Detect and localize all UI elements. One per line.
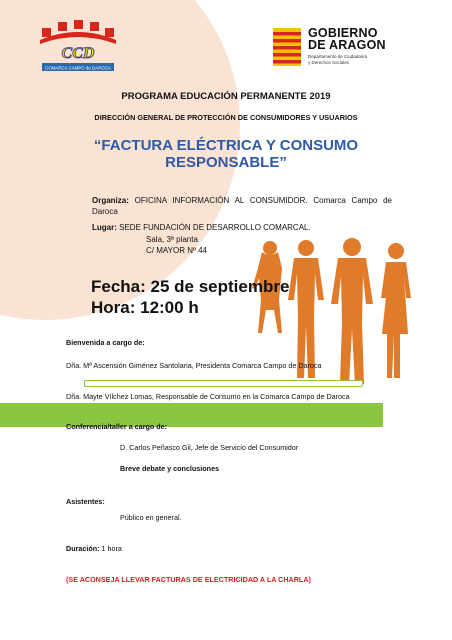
duracion-block — [66, 544, 122, 554]
hora-text: Hora: 12:00 h — [91, 298, 199, 317]
event-title — [60, 137, 392, 171]
decorative-green-band — [0, 403, 383, 427]
gov-line1: GOBIERNO — [308, 26, 378, 40]
fecha-hora-block — [91, 276, 289, 318]
bienvenida-label: Bienvenida a cargo de: — [66, 338, 145, 347]
ccd-logo — [38, 18, 118, 76]
conferencia-label: Conferencia/taller a cargo de: — [66, 422, 168, 431]
lugar-label: Lugar: — [92, 223, 117, 232]
gobierno-aragon-logo — [272, 27, 422, 71]
asistentes-label: Asistentes: — [66, 497, 105, 506]
title-line2: RESPONSABLE” — [165, 154, 287, 171]
duracion-label: Duración: — [66, 544, 100, 553]
lugar-line2: Sala, 3ª planta — [146, 235, 198, 244]
asistentes-text: Público en general. — [120, 513, 182, 522]
gov-sub2: y Derechos Sociales — [308, 59, 350, 65]
lugar-block — [92, 222, 392, 233]
organiza-label: Organiza: — [92, 196, 129, 205]
direccion-heading: DIRECCIÓN GENERAL DE PROTECCIÓN DE CONSUMIDORES Y USUARIOS — [94, 113, 358, 122]
decorative-green-line — [84, 380, 363, 387]
title-line1: “FACTURA ELÉCTRICA Y CONSUMO — [93, 137, 359, 154]
duracion-text: 1 hora — [101, 544, 122, 553]
aviso-text: (SE ACONSEJA LLEVAR FACTURAS DE ELECTRICIDAD A LA CHARLA) — [66, 575, 311, 584]
lugar-address — [146, 234, 207, 256]
conferencia-speaker: D. Carlos Peñasco Gil, Jefe de Servicio del Consumidor — [120, 443, 299, 452]
organiza-text: OFICINA INFORMACIÓN AL CONSUMIDOR. Comarca Campo de Daroca — [92, 196, 392, 216]
programa-heading: PROGRAMA EDUCACIÓN PERMANENTE 2019 — [121, 91, 331, 102]
lugar-line1: SEDE FUNDACIÓN DE DESARROLLO COMARCAL. — [119, 223, 311, 232]
lugar-line3: C/ MAYOR Nº 44 — [146, 246, 208, 255]
gov-sub1: Departamento de Ciudadanía — [308, 54, 368, 59]
organiza-block — [92, 195, 392, 217]
bienvenida-person1: Dña. Mª Ascensión Giménez Santolaria, Presidenta Comarca Campo de Daroca — [66, 361, 322, 370]
svg-text:COMARCA CAMPO de DAROCA: COMARCA CAMPO de DAROCA — [45, 65, 111, 71]
bienvenida-person2: Dña. Mayte Vílchez Lomas, Responsable de Consumo en la Comarca Campo de Daroca — [66, 392, 350, 401]
svg-text:CCD: CCD — [61, 45, 95, 62]
gov-line2: DE ARAGON — [308, 38, 386, 52]
debate-text: Breve debate y conclusiones — [120, 464, 220, 473]
fecha-text: Fecha: 25 de septiembre — [91, 277, 290, 296]
